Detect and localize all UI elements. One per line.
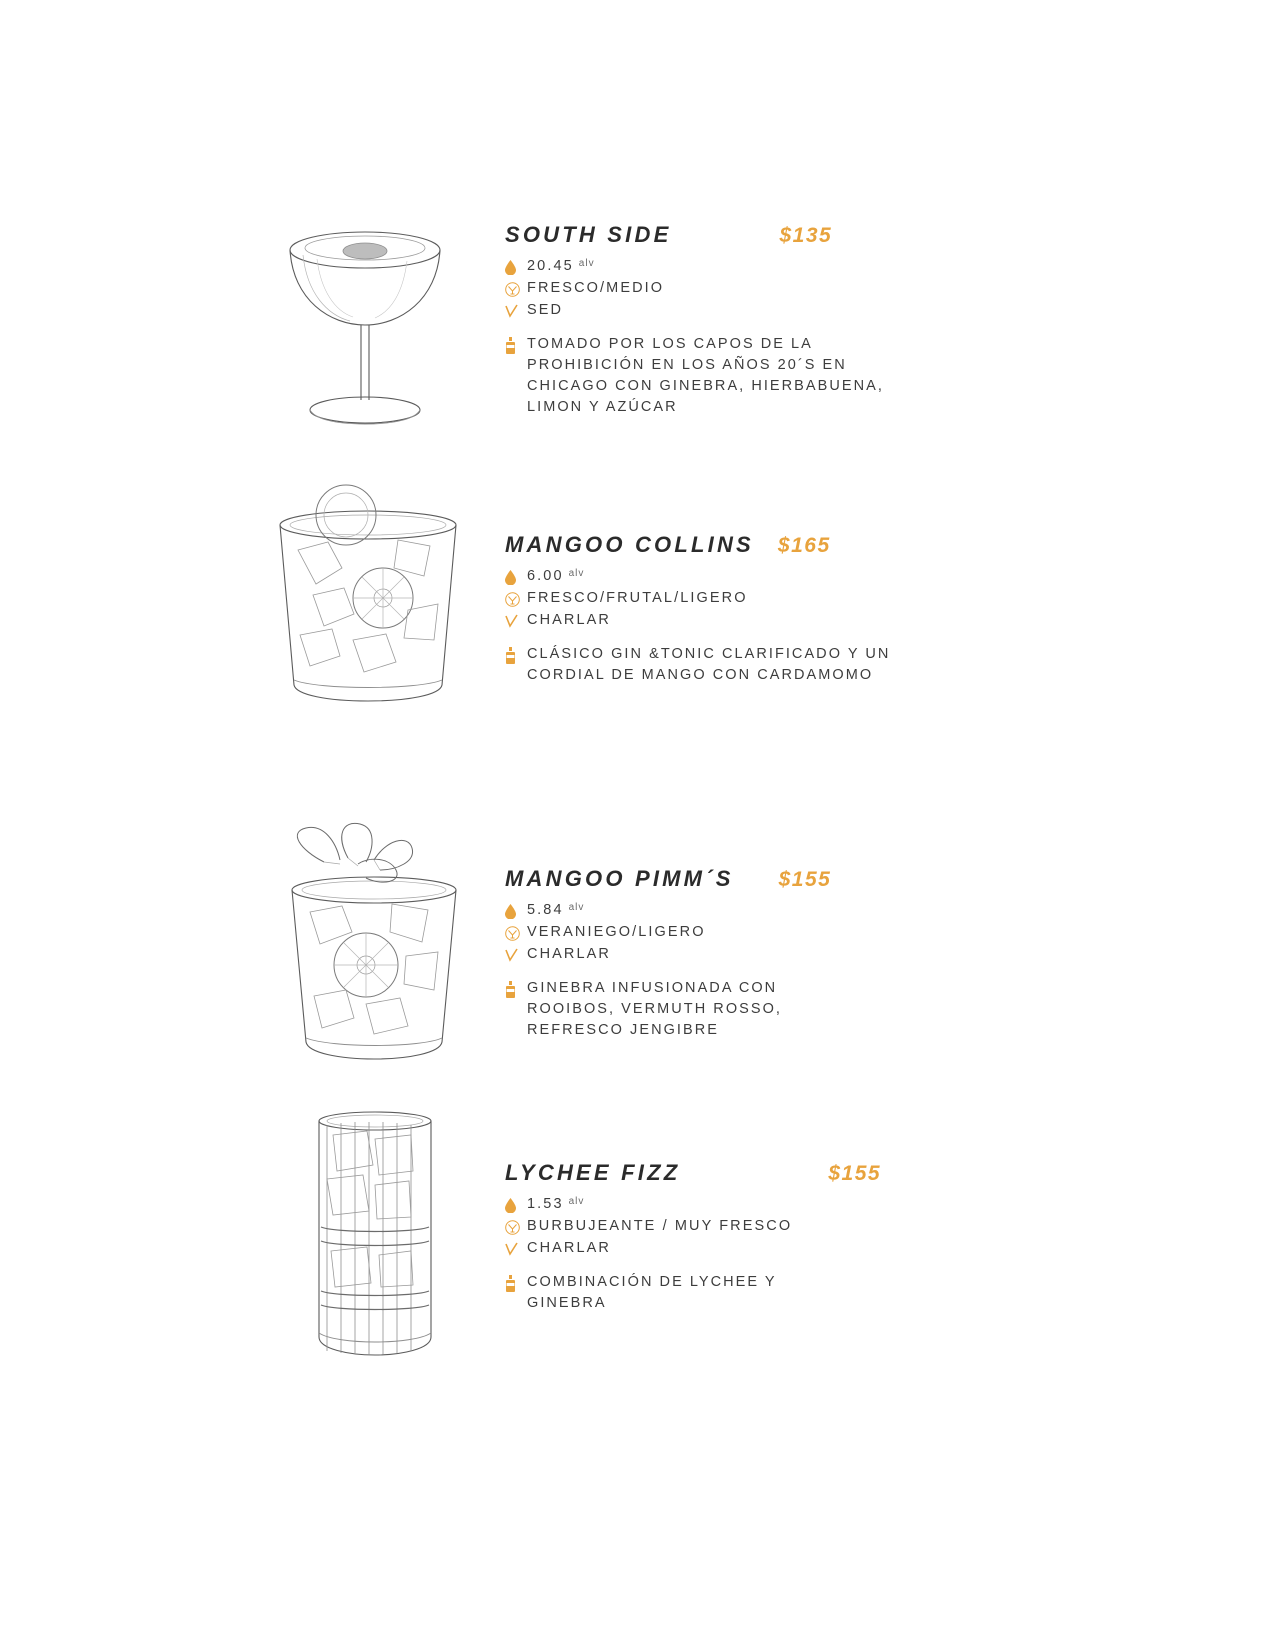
item-description-text: TOMADO POR LOS CAPOS DE LA PROHIBICIÓN EN LOS AÑOS 20´S EN CHICAGO CON GINEBRA, HIERBABUENA, LIMON Y AZÚCAR <box>527 336 884 416</box>
drop-icon <box>505 1196 527 1214</box>
item-abv-value: 20.45 <box>527 258 574 274</box>
menu-item-lychee-fizz <box>505 1160 881 1314</box>
check-icon <box>505 946 527 964</box>
cocktail-glass-icon <box>505 280 527 298</box>
bottle-icon <box>505 336 527 354</box>
bottle-icon <box>505 1274 527 1292</box>
item-abv-unit: alv <box>568 902 585 913</box>
drink-illustration-lychee-fizz <box>275 1105 475 1365</box>
item-profile <box>505 1218 881 1236</box>
item-mood <box>505 946 847 964</box>
item-mood <box>505 1240 881 1258</box>
item-profile <box>505 280 902 298</box>
bottle-icon <box>505 646 527 664</box>
item-abv-unit: alv <box>568 568 585 579</box>
item-description <box>505 978 847 1041</box>
menu-item-south-side <box>505 222 902 418</box>
item-title-row <box>505 866 847 892</box>
check-icon <box>505 612 527 630</box>
item-mood-text: CHARLAR <box>527 946 611 962</box>
item-name: MANGOO COLLINS <box>505 532 754 557</box>
item-profile-text: BURBUJEANTE / MUY FRESCO <box>527 1218 793 1234</box>
item-mood <box>505 302 902 320</box>
drop-icon <box>505 902 527 920</box>
item-abv-unit: alv <box>578 258 595 269</box>
item-name: LYCHEE FIZZ <box>505 1160 681 1185</box>
drop-icon <box>505 258 527 276</box>
drink-illustration-south-side <box>255 215 475 445</box>
item-description-text: COMBINACIÓN DE LYCHEE Y GINEBRA <box>527 1274 777 1312</box>
item-profile <box>505 590 922 608</box>
check-icon <box>505 1240 527 1258</box>
item-price: $155 <box>778 868 832 891</box>
cocktail-glass-icon <box>505 1218 527 1236</box>
item-abv-value: 5.84 <box>527 902 564 918</box>
item-abv-unit: alv <box>568 1196 585 1207</box>
item-description <box>505 1272 881 1314</box>
item-name: SOUTH SIDE <box>505 222 672 247</box>
item-description-text: CLÁSICO GIN &TONIC CLARIFICADO Y UN CORDIAL DE MANGO CON CARDAMOMO <box>527 646 891 684</box>
item-mood-text: CHARLAR <box>527 1240 611 1256</box>
item-description <box>505 644 922 686</box>
item-title-row <box>505 222 902 248</box>
drink-illustration-mangoo-pimms <box>262 820 482 1070</box>
item-abv <box>505 258 902 276</box>
item-abv <box>505 902 847 920</box>
menu-item-mangoo-pimms <box>505 866 847 1041</box>
check-icon <box>505 302 527 320</box>
item-profile-text: FRESCO/MEDIO <box>527 280 665 296</box>
item-mood-text: SED <box>527 302 564 318</box>
item-description-text: GINEBRA INFUSIONADA CON ROOIBOS, VERMUTH ROSSO, REFRESCO JENGIBRE <box>527 980 783 1039</box>
item-name: MANGOO PIMM´S <box>505 866 734 891</box>
drink-illustration-mangoo-collins <box>258 480 478 710</box>
item-profile <box>505 924 847 942</box>
item-abv-value: 1.53 <box>527 1196 564 1212</box>
cocktail-glass-icon <box>505 924 527 942</box>
item-abv <box>505 568 922 586</box>
menu-item-mangoo-collins <box>505 532 922 686</box>
item-abv <box>505 1196 881 1214</box>
item-mood <box>505 612 922 630</box>
drop-icon <box>505 568 527 586</box>
item-profile-text: FRESCO/FRUTAL/LIGERO <box>527 590 748 606</box>
item-price: $165 <box>777 534 831 557</box>
item-abv-value: 6.00 <box>527 568 564 584</box>
item-title-row <box>505 532 922 558</box>
item-price: $135 <box>779 224 833 247</box>
item-profile-text: VERANIEGO/LIGERO <box>527 924 706 940</box>
cocktail-glass-icon <box>505 590 527 608</box>
item-description <box>505 334 902 418</box>
item-price: $155 <box>828 1162 882 1185</box>
item-title-row <box>505 1160 881 1186</box>
bottle-icon <box>505 980 527 998</box>
item-mood-text: CHARLAR <box>527 612 611 628</box>
